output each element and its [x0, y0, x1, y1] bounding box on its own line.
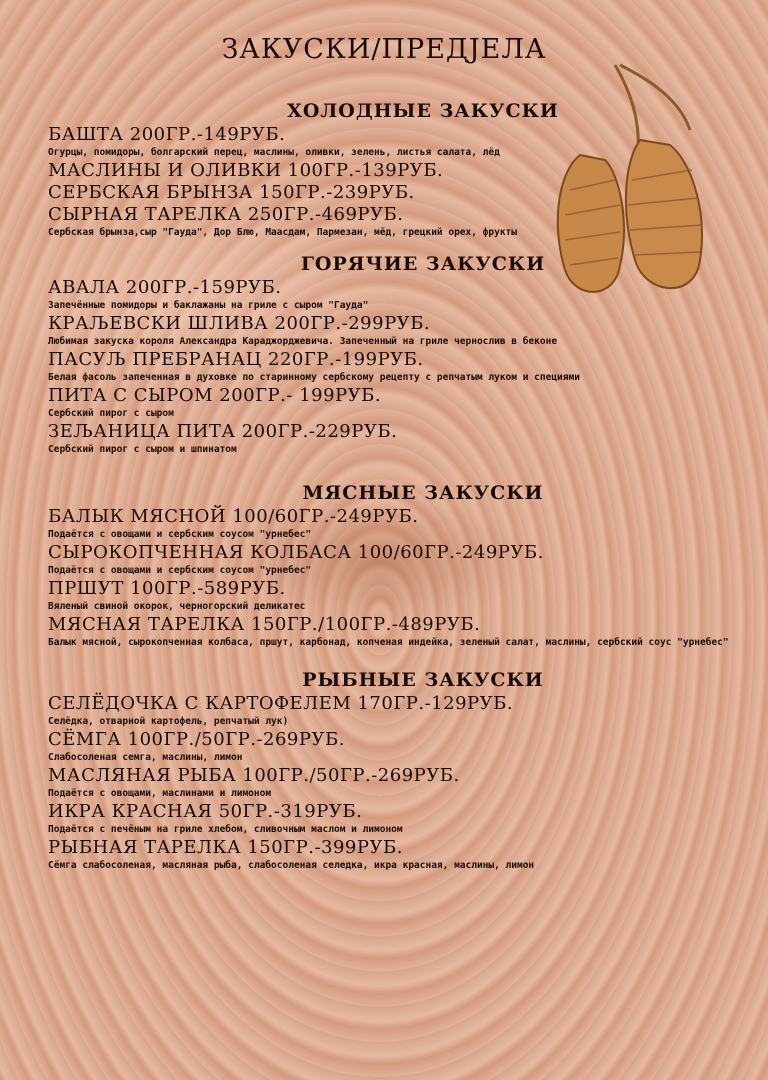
menu-item-desc: Вяленый свиной окорок, черногорский деликатес [48, 601, 306, 612]
section-title: РЫБНЫЕ ЗАКУСКИ [302, 669, 544, 691]
menu-section-cold [48, 100, 758, 239]
menu-item-name: СЕРБСКАЯ БРЫНЗА 150ГР.-239РУБ. [48, 182, 415, 203]
menu-item-name: ИКРА КРАСНАЯ 50ГР.-319РУБ. [48, 801, 363, 822]
menu-item-name: ПАСУЉ ПРЕБРАНАЦ 220ГР.-199РУБ. [48, 349, 424, 370]
menu-item-desc: Сербская брынза,сыр "Гауда", Дор Блю, Маасдам, Пармезан, мёд, грецкий орех, фрукты [48, 227, 517, 238]
menu-item-desc: Сербский пирог с сыром [48, 408, 174, 419]
menu-item-name: БАЛЫК МЯСНОЙ 100/60ГР.-249РУБ. [48, 506, 419, 527]
menu-item-name: СЕЛЁДОЧКА С КАРТОФЕЛЕМ 170ГР.-129РУБ. [48, 693, 514, 714]
menu-item-name: СЫРНАЯ ТАРЕЛКА 250ГР.-469РУБ. [48, 204, 404, 225]
menu-item-desc: Любимая закуска короля Александра Караджорджевича. Запеченный на гриле чернослив в беконе [48, 336, 558, 347]
menu-item-desc: Подаётся с овощами и сербским соусом "урнебес" [48, 529, 312, 540]
menu-item-desc: Подаётся с овощами, маслинами и лимоном [48, 788, 272, 799]
page-title: ЗАКУСКИ/ПРЕДЈЕЛА [221, 34, 547, 65]
menu-section-meat [48, 482, 758, 649]
menu-item-name: СЫРОКОПЧЕННАЯ КОЛБАСА 100/60ГР.-249РУБ. [48, 542, 544, 563]
section-title: ГОРЯЧИЕ ЗАКУСКИ [300, 253, 546, 275]
menu [48, 100, 758, 886]
menu-item-desc: Подаётся с печёным на гриле хлебом, сливочным маслом и лимоном [48, 824, 403, 835]
menu-item-desc: Подаётся с овощами и сербским соусом "урнебес" [48, 565, 312, 576]
menu-item-name: АВАЛА 200ГР.-159РУБ. [48, 277, 282, 298]
menu-item-name: КРАЉЕВСКИ ШЛИВА 200ГР.-299РУБ. [48, 313, 431, 334]
menu-item-name: СЁМГА 100ГР./50ГР.-269РУБ. [48, 729, 345, 750]
menu-item-desc: Слабосоленая семга, маслины, лимон [48, 752, 243, 763]
section-title: МЯСНЫЕ ЗАКУСКИ [302, 482, 544, 504]
menu-item-desc: Сёмга слабосоленая, масляная рыба, слабосоленая селедка, икра красная, маслины, лимон [48, 860, 535, 871]
menu-item-desc: Белая фасоль запеченная в духовке по старинному сербскому рецепту с репчатым луком и специями [48, 372, 580, 383]
menu-item-name: ЗЕЉАНИЦА ПИТА 200ГР.-229РУБ. [48, 421, 398, 442]
menu-item-name: БАШТА 200ГР.-149РУБ. [48, 124, 286, 145]
menu-section-hot [48, 253, 758, 456]
section-title: ХОЛОДНЫЕ ЗАКУСКИ [287, 100, 559, 122]
menu-item-desc: Балык мясной, сырокопченная колбаса, пршут, карбонад, копченая индейка, зеленый салат, маслины, сербский соус "урнебес" [48, 637, 729, 648]
menu-item-name: РЫБНАЯ ТАРЕЛКА 150ГР.-399РУБ. [48, 837, 403, 858]
menu-section-fish [48, 669, 758, 872]
menu-item-name: ПРШУТ 100ГР.-589РУБ. [48, 578, 286, 599]
menu-item-desc: Огурцы, помидоры, болгарский перец, маслины, оливки, зелень, листья салата, лёд [48, 147, 500, 158]
menu-item-name: МАСЛЯНАЯ РЫБА 100ГР./50ГР.-269РУБ. [48, 765, 460, 786]
menu-item-name: МЯСНАЯ ТАРЕЛКА 150ГР./100ГР.-489РУБ. [48, 614, 481, 635]
menu-item-name: ПИТА С СЫРОМ 200ГР.- 199РУБ. [48, 385, 382, 406]
menu-item-desc: Сербский пирог с сыром и шпинатом [48, 444, 237, 455]
menu-item-desc: Селёдка, отварной картофель, репчатый лук) [48, 716, 289, 727]
menu-item-name: МАСЛИНЫ И ОЛИВКИ 100ГР.-139РУБ. [48, 160, 444, 181]
menu-item-desc: Запечённые помидоры и баклажаны на гриле с сыром "Гауда" [48, 300, 369, 311]
